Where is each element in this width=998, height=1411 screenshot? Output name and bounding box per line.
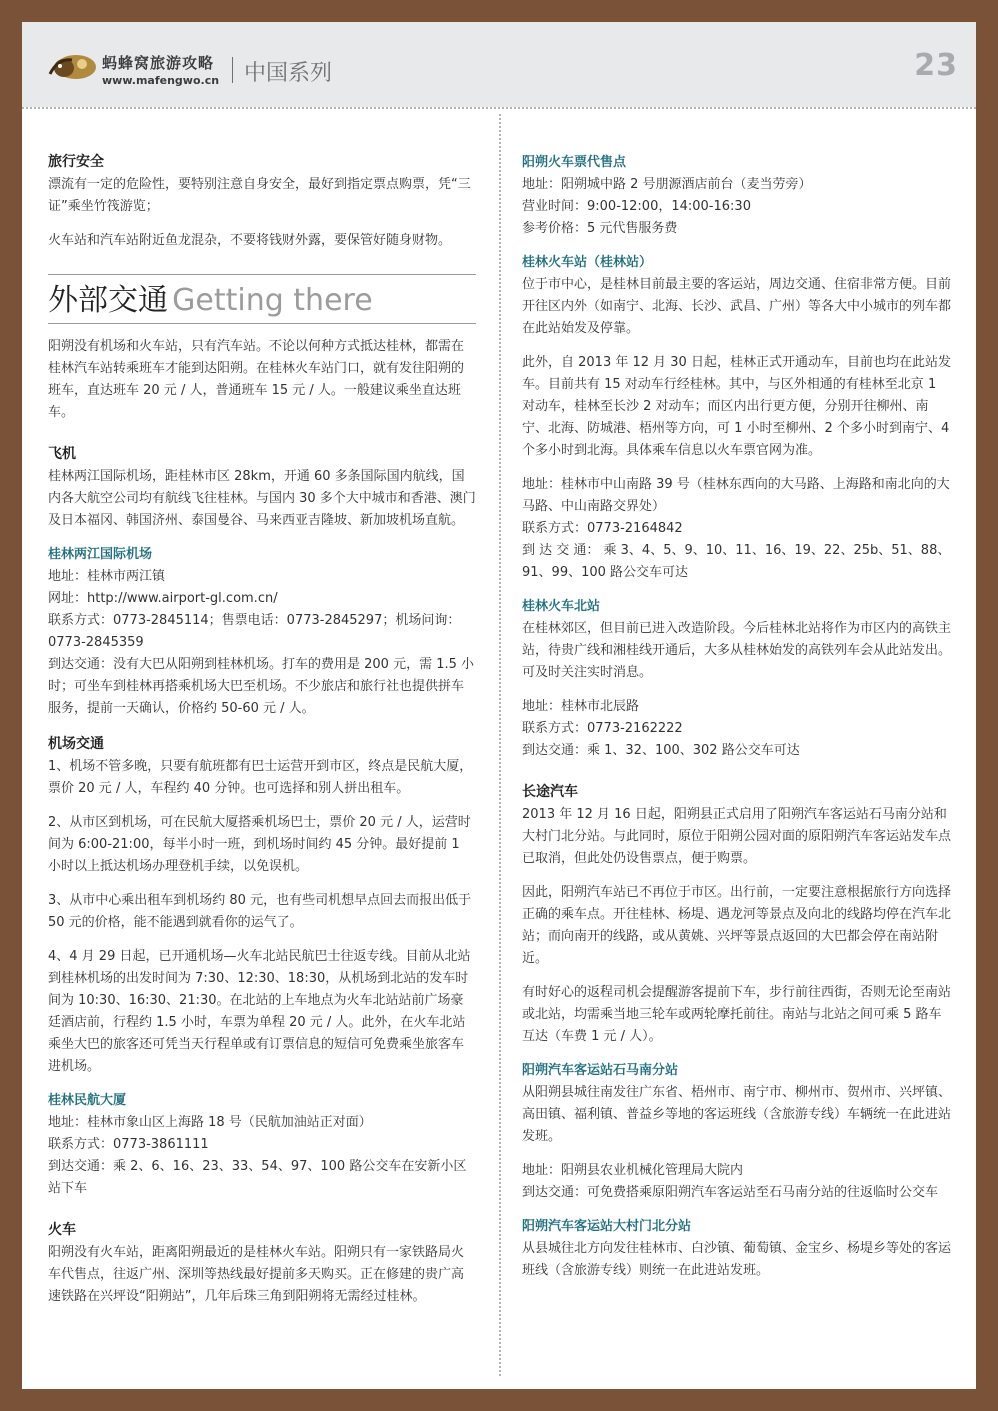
civil-aviation-transport: 到达交通：乘 2、6、16、23、33、54、97、100 路公交车在安新小区站下车 (48, 1159, 467, 1196)
guilin-north-heading: 桂林火车北站 (522, 599, 601, 614)
guilin-station-contact: 联系方式：0773-2164842 (522, 521, 683, 536)
guilin-station-address: 地址：桂林市中山南路 39 号（桂林东西向的大马路、上海路和南北向的大马路、中山南路交界处） (522, 477, 950, 514)
civil-aviation-contact: 联系方式：0773-3861111 (48, 1137, 209, 1152)
page-number: 23 (914, 48, 958, 83)
long-distance-bus-heading: 长途汽车 (522, 784, 578, 800)
page (22, 22, 976, 1389)
right-column (522, 152, 952, 1282)
train-heading: 火车 (48, 1222, 76, 1238)
bus-paragraph-2: 因此，阳朔汽车站已不再位于市区。出行前，一定要注意根据旅行方向选择正确的乘车点。开往桂林、杨堤、遇龙河等景点及向北的线路均停在汽车北站；而向南开的线路，或从黄姚、兴坪等景点返回的大巴都会停在南站附近。 (522, 885, 952, 966)
traffic-item-3: 3、从市中心乘出租车到机场约 80 元，也有些司机想早点回去而报出低于 50 元的价格，能不能遇到就看你的运气了。 (48, 893, 472, 930)
guilin-north-address: 地址：桂林市北辰路 (522, 699, 640, 714)
south-station-address: 地址：阳朔县农业机械化管理局大院内 (522, 1163, 744, 1178)
guilin-north-contact: 联系方式：0773-2162222 (522, 721, 683, 736)
section-title (48, 274, 476, 324)
safety-paragraph-2: 火车站和汽车站附近鱼龙混杂，不要将钱财外露，要保管好随身财物。 (48, 233, 452, 248)
safety-heading: 旅行安全 (48, 154, 104, 170)
ticket-office-heading: 阳朔火车票代售点 (522, 155, 627, 170)
south-station-heading: 阳朔汽车客运站石马南分站 (522, 1063, 679, 1078)
ticket-office-address: 地址：阳朔城中路 2 号朋源酒店前台（麦当劳旁） (522, 177, 812, 192)
brand-url: www.mafengwo.cn (102, 74, 220, 87)
bus-paragraph-1: 2013 年 12 月 16 日起，阳朔县正式启用了阳朔汽车客运站石马南分站和大村门北分站。与此同时，原位于阳朔公园对面的原阳朔汽车客运站发车点已取消，但此处仍设售票点，便于购票。 (522, 807, 952, 866)
traffic-item-4: 4、4 月 29 日起，已开通机场—火车北站民航巴士往返专线。目前从北站到桂林机场的出发时间为 7:30、12:30、18:30，从机场到北站的发车时间为 10:30、16:30、21:30。在北站的上车地点为火车北站站前广场豪廷酒店前，行程约 1.5 小时，车票为单程 20 元 / 人。此外，在火车北站乘坐大巴的旅客还可凭当天行程单或有订票信息的短信可免费乘坐旅客车进机场。 (48, 949, 471, 1074)
airport-traffic-heading: 机场交通 (48, 736, 104, 752)
left-column (48, 150, 476, 1308)
brand-name: 蚂蜂窝旅游攻略 (102, 54, 215, 72)
section-title-en: Getting there (172, 283, 373, 318)
guilin-station-paragraph-2: 此外，自 2013 年 12 月 30 日起，桂林正式开通动车，目前也均在此站发车。目前共有 15 对动车行经桂林。其中，与区外相通的有桂林至北京 1 对动车，桂林至长沙 2 对动车；而区内出行更方便，分别开往柳州、南宁、北海、防城港、梧州等方向，可 1 小时至柳州、2 个多小时到南宁、4 个多小时到北海。具体乘车信息以火车票官网为准。 (522, 355, 951, 458)
page-header (22, 22, 976, 107)
airport-address: 地址：桂林市两江镇 (48, 569, 166, 584)
bus-paragraph-3: 有时好心的返程司机会提醒游客提前下车，步行前往西街，否则无论至南站或北站，均需乘当地三轮车或两轮摩托前往。南站与北站之间可乘 5 路车互达（车费 1 元 / 人）。 (522, 985, 952, 1044)
ticket-office-hours: 营业时间：9:00-12:00，14:00-16:30 (522, 199, 751, 214)
airport-heading: 桂林两江国际机场 (48, 547, 153, 562)
guilin-station-paragraph-1: 位于市中心，是桂林目前最主要的客运站，周边交通、住宿非常方便。目前开往区内外（如南宁、北海、长沙、武昌、广州）等各大中小城市的列车都在此站始发及停靠。 (522, 277, 952, 336)
column-divider (499, 114, 501, 1376)
plane-heading: 飞机 (48, 446, 76, 462)
south-station-transport: 到达交通：可免费搭乘原阳朔汽车客运站至石马南分站的往返临时公交车 (522, 1185, 939, 1200)
train-paragraph: 阳朔没有火车站，距离阳朔最近的是桂林火车站。阳朔只有一家铁路局火车代售点，往返广州、深圳等热线最好提前多天购买。正在修建的贵广高速铁路在兴坪设“阳朔站”，几年后珠三角到阳朔将无需经过桂林。 (48, 1245, 465, 1304)
brand-separator (232, 57, 233, 83)
guilin-north-paragraph: 在桂林郊区，但目前已进入改造阶段。今后桂林北站将作为市区内的高铁主站，待贵广线和湘桂线开通后，大多从桂林始发的高铁列车会从此站发出。可及时关注实时消息。 (522, 621, 952, 680)
guilin-north-transport: 到达交通：乘 1、32、100、302 路公交车可达 (522, 743, 800, 758)
header-divider (22, 107, 976, 109)
north-station-heading: 阳朔汽车客运站大村门北分站 (522, 1219, 692, 1234)
traffic-item-2: 2、从市区到机场，可在民航大厦搭乘机场巴士，票价 20 元 / 人，运营时间为 6:00-21:00，每半小时一班，到机场时间约 45 分钟。最好提前 1 小时以上抵达机场办理登机手续，以免误机。 (48, 815, 471, 874)
guilin-station-heading: 桂林火车站（桂林站） (522, 255, 653, 270)
safety-paragraph-1: 漂流有一定的危险性，要特别注意自身安全，最好到指定票点购票，凭“三证”乘坐竹筏游览； (48, 177, 471, 214)
civil-aviation-address: 地址：桂林市象山区上海路 18 号（民航加油站正对面） (48, 1115, 372, 1130)
plane-paragraph: 桂林两江国际机场，距桂林市区 28km，开通 60 多条国际国内航线，国内各大航空公司均有航线飞往桂林。与国内 30 多个大中城市和香港、澳门及日本福冈、韩国济州、泰国曼谷、马来西亚吉隆坡、新加坡机场直航。 (48, 469, 476, 528)
series-title: 中国系列 (244, 61, 333, 86)
bee-logo-icon (46, 52, 98, 82)
airport-contact: 联系方式：0773-2845114；售票电话：0773-2845297；机场问询：0773-2845359 (48, 613, 461, 650)
traffic-item-1: 1、机场不管多晚，只要有航班都有巴士运营开到市区，终点是民航大厦，票价 20 元 / 人，车程约 40 分钟。也可选择和别人拼出租车。 (48, 759, 473, 796)
guilin-station-transport: 到 达 交 通： 乘 3、4、5、9、10、11、16、19、22、25b、51、88、91、99、100 路公交车可达 (522, 543, 951, 580)
civil-aviation-heading: 桂林民航大厦 (48, 1093, 127, 1108)
airport-website: 网址：http://www.airport-gl.com.cn/ (48, 591, 278, 606)
airport-transport: 到达交通：没有大巴从阳朔到桂林机场。打车的费用是 200 元，需 1.5 小时；可坐车到桂林再搭乘机场大巴至机场。不少旅店和旅行社也提供拼车服务，提前一天确认，价格约 50-60 元 / 人。 (48, 657, 475, 716)
section-title-cn: 外部交通 (48, 283, 168, 318)
north-station-paragraph: 从县城往北方向发往桂林市、白沙镇、葡萄镇、金宝乡、杨堤乡等处的客运班线（含旅游专线）则统一在此进站发班。 (522, 1241, 952, 1278)
south-station-paragraph: 从阳朔县城往南发往广东省、梧州市、南宁市、柳州市、贺州市、兴坪镇、高田镇、福利镇、普益乡等地的客运班线（含旅游专线）车辆统一在此进站发班。 (522, 1085, 952, 1144)
ticket-office-price: 参考价格：5 元代售服务费 (522, 221, 678, 236)
intro-paragraph: 阳朔没有机场和火车站，只有汽车站。不论以何种方式抵达桂林，都需在桂林汽车站转乘班车才能到达阳朔。在桂林火车站门口，就有发往阳朔的班车，直达班车 20 元 / 人，普通班车 15 元 / 人。一般建议乘坐直达班车。 (48, 339, 465, 420)
